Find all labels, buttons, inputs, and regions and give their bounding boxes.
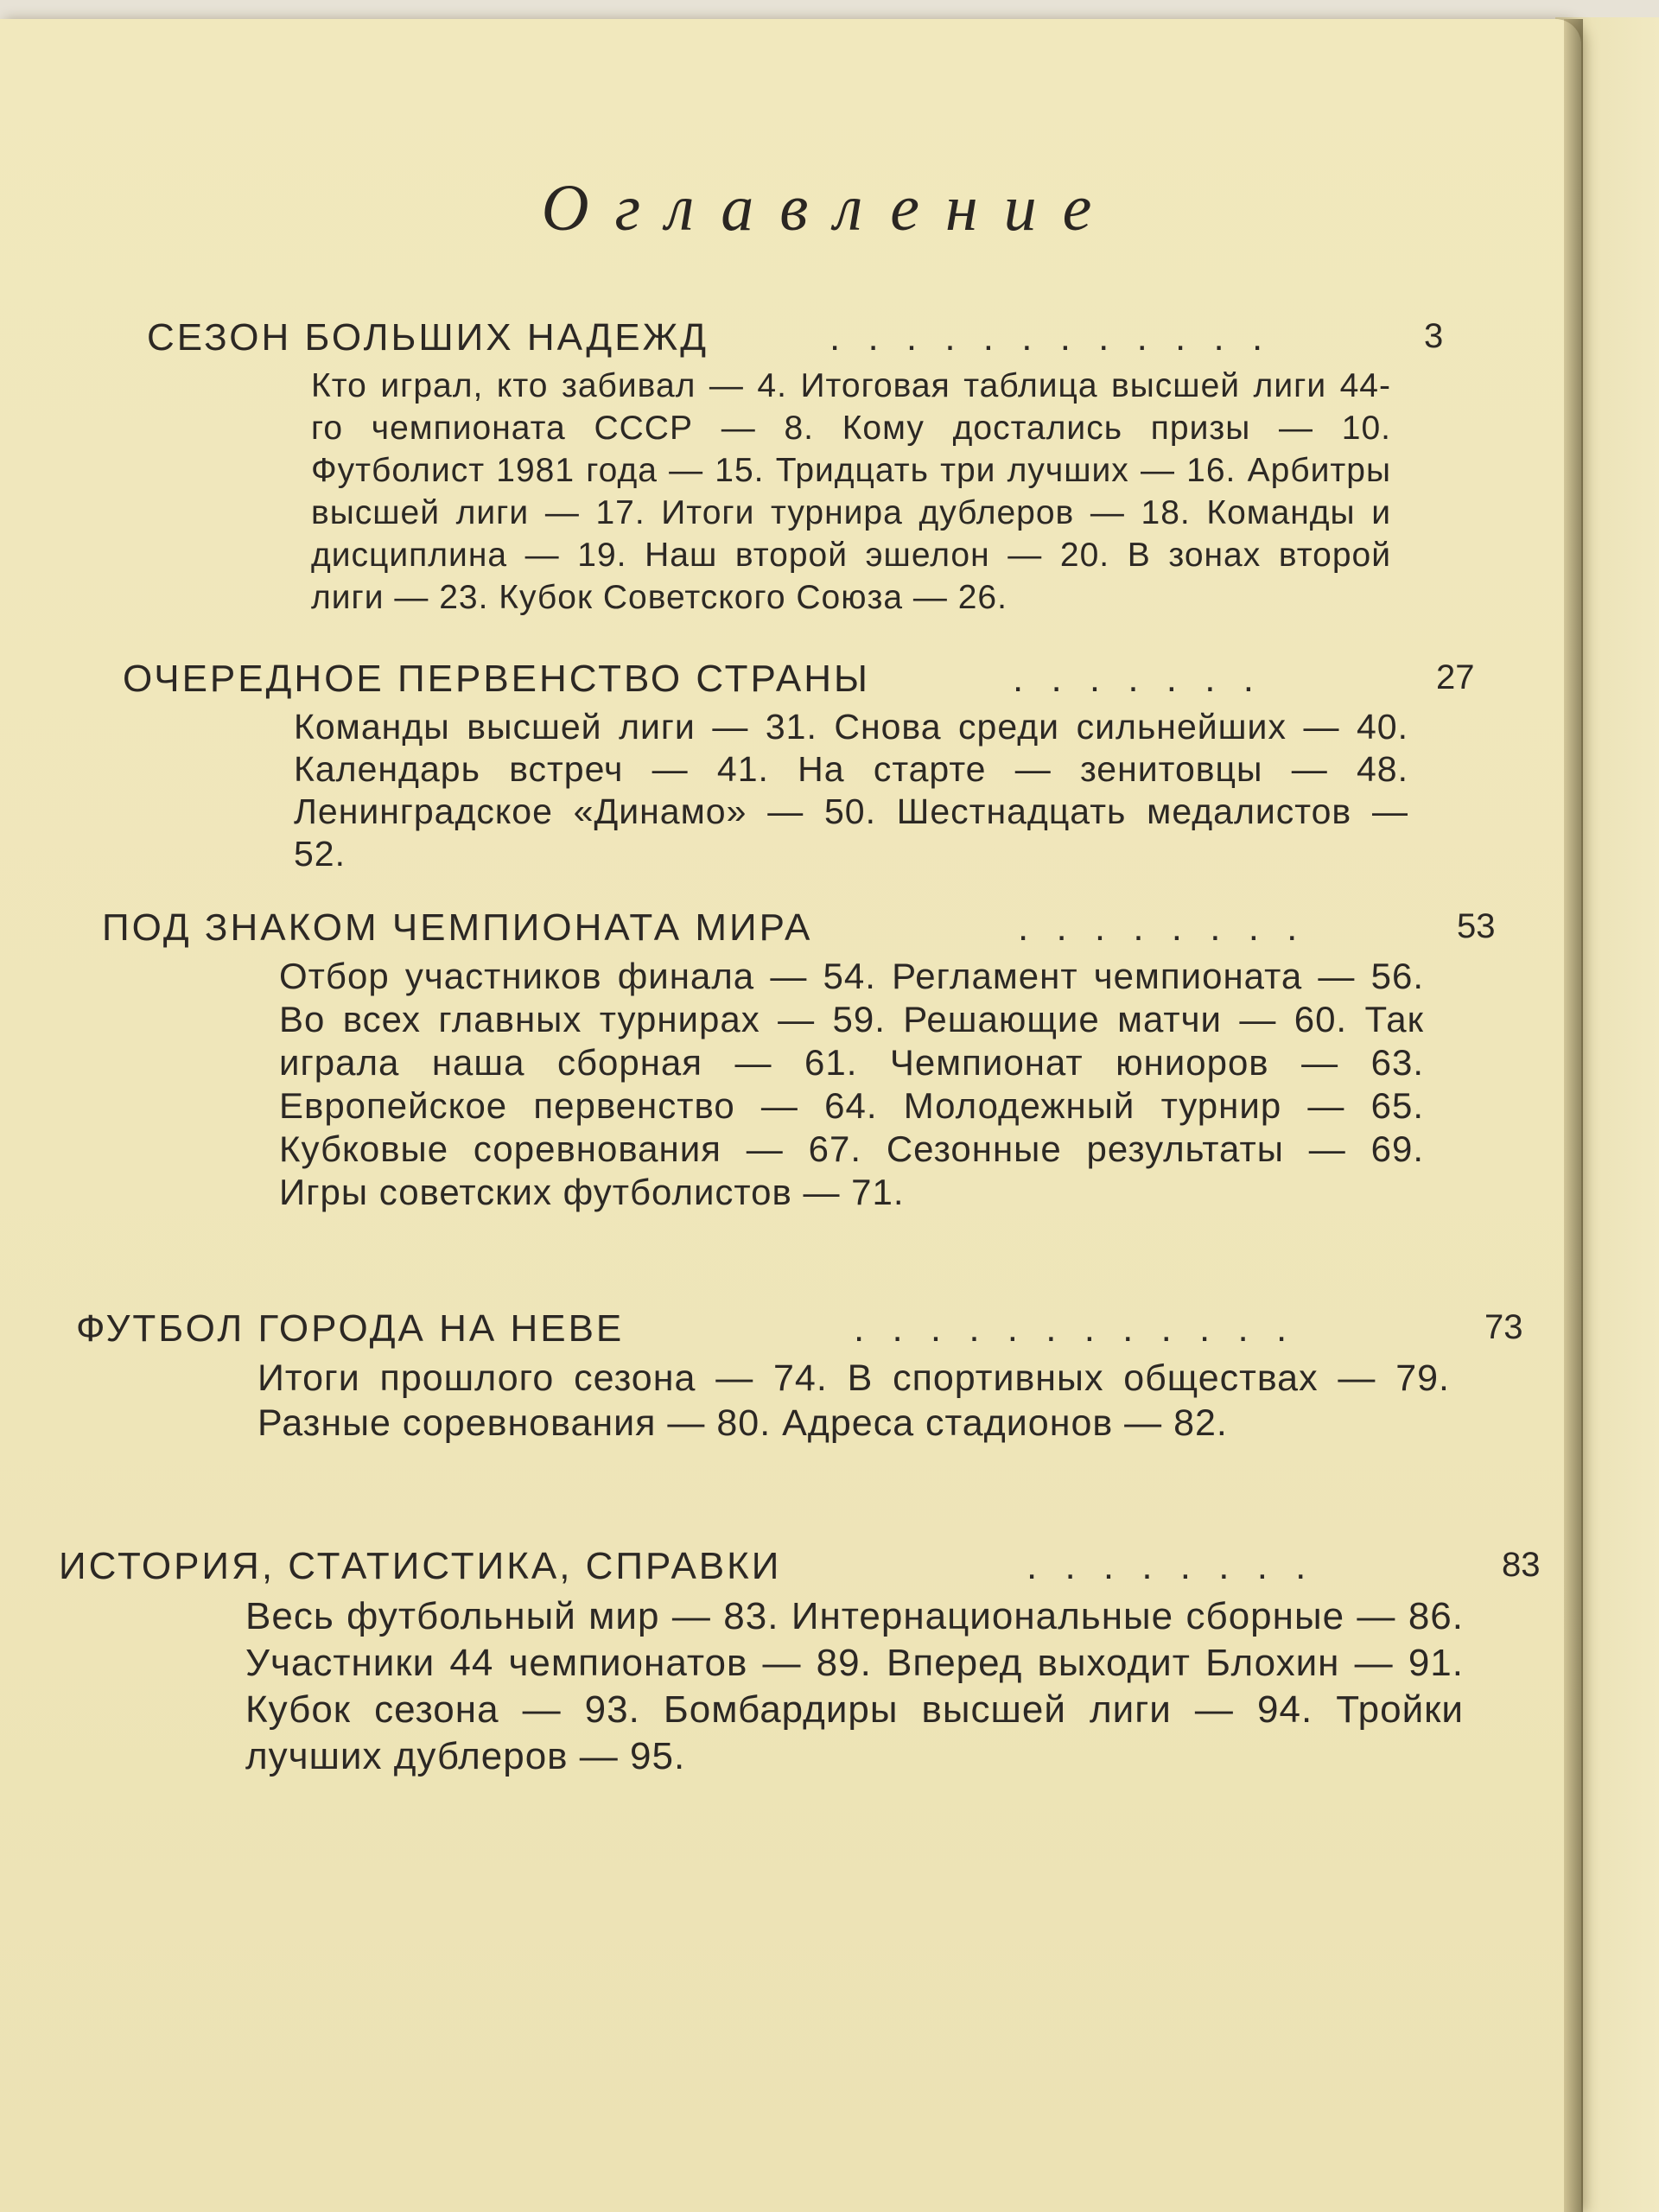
toc-leader-dots: . . . . . . . . . . . . xyxy=(854,1307,1296,1350)
toc-section-contents: Отбор участников финала — 54. Регламент чемпионата — 56. Во всех главных турнирах — 59. Решающие матчи — 60. Так играла наша сборная — 61. Чемпионат юниоров — 63. Европейское первенство — 64. Молодежный турнир — 65. Кубковые соревнования — 67. Сезонные результаты — 69. Игры советских футболистов — 71. xyxy=(279,956,1424,1212)
toc-page-number: 53 xyxy=(1457,907,1496,945)
toc-section-contents: Итоги прошлого сезона — 74. В спортивных обществах — 79. Разные соревнования — 80. Адреса стадионов — 82. xyxy=(257,1357,1450,1444)
toc-section-contents: Весь футбольный мир — 83. Интернациональные сборные — 86. Участники 44 чемпионатов — 89. Вперед выходит Блохин — 91. Кубок сезона — 93. Бомбардиры высшей лиги — 94. Тройки лучших дублеров — 95. xyxy=(245,1595,1464,1777)
toc-section-title: ОЧЕРЕДНОЕ ПЕРВЕНСТВО СТРАНЫ xyxy=(123,658,870,700)
toc-section-title: ПОД ЗНАКОМ ЧЕМПИОНАТА МИРА xyxy=(102,906,813,949)
toc-section-header xyxy=(102,901,1502,955)
toc-section-contents: Команды высшей лиги — 31. Снова среди сильнейших — 40. Календарь встреч — 41. На старте — зенитовцы — 48. Ленинградское «Динамо» — 50. Шестнадцать медалистов — 52. xyxy=(294,707,1408,874)
toc-section xyxy=(123,652,1488,875)
toc-section xyxy=(102,901,1502,1214)
toc-leader-dots: . . . . . . . . xyxy=(1018,906,1306,949)
toc-section-title: ФУТБОЛ ГОРОДА НА НЕВЕ xyxy=(76,1307,625,1350)
toc-section xyxy=(76,1302,1528,1446)
page-title: Оглавление xyxy=(541,172,1118,245)
toc-page-number: 3 xyxy=(1424,317,1444,355)
toc-section-header xyxy=(123,652,1488,706)
toc-section-title: ИСТОРИЯ, СТАТИСТИКА, СПРАВКИ xyxy=(59,1545,782,1587)
toc-section xyxy=(147,311,1486,619)
toc-page-number: 83 xyxy=(1502,1546,1541,1584)
toc-leader-dots: . . . . . . . . . . . . xyxy=(830,316,1272,359)
toc-leader-dots: . . . . . . . xyxy=(1013,658,1262,700)
toc-section-contents: Кто играл, кто забивал — 4. Итоговая таблица высшей лиги 44-го чемпионата СССР — 8. Кому достались призы — 10. Футболист 1981 года — 15. Тридцать три лучших — 16. Арбитры высшей лиги — 17. Итоги турнира дублеров — 18. Команды и дисциплина — 19. Наш второй эшелон — 20. В зонах второй лиги — 23. Кубок Советского Союза — 26. xyxy=(311,367,1391,616)
toc-section-title: СЕЗОН БОЛЬШИХ НАДЕЖД xyxy=(147,316,709,359)
toc-page-number: 27 xyxy=(1436,658,1475,696)
toc-page-number: 73 xyxy=(1484,1308,1523,1346)
toc-section-header xyxy=(76,1302,1528,1356)
toc-section-header xyxy=(147,311,1486,365)
toc-leader-dots: . . . . . . . . xyxy=(1027,1545,1315,1587)
toc-section xyxy=(59,1540,1545,1780)
toc-section-header xyxy=(59,1540,1545,1593)
